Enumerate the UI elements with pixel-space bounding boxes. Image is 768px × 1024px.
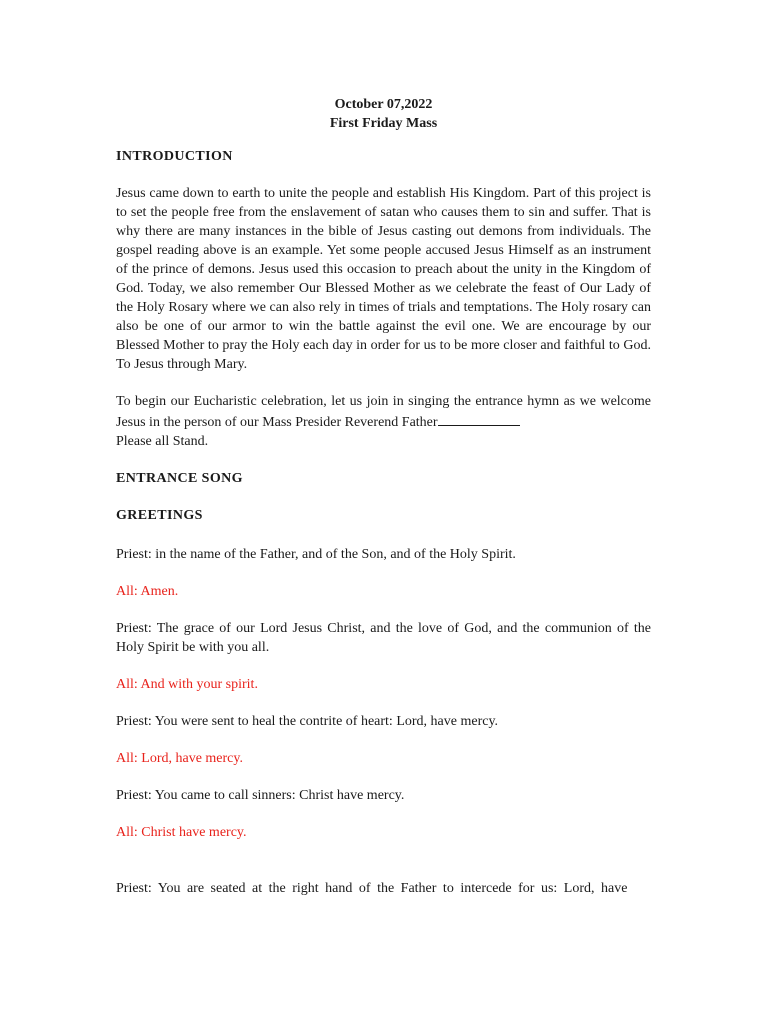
begin-paragraph xyxy=(116,392,651,432)
priest-line-4: Priest: You came to call sinners: Christ have mercy. xyxy=(116,788,405,803)
all-response-2: All: And with your spirit. xyxy=(116,677,258,692)
all-response-1: All: Amen. xyxy=(116,584,179,599)
document-date: October 07,2022 xyxy=(334,97,433,112)
document-page xyxy=(116,0,651,898)
begin-text: To begin our Eucharistic celebration, let us join in singing the entrance hymn as we welcome Jesus in the person of our Mass Presider Reverend Father xyxy=(116,394,651,430)
introduction-heading: INTRODUCTION xyxy=(116,149,233,164)
priest-line-1: Priest: in the name of the Father, and of the Son, and of the Holy Spirit. xyxy=(116,547,516,562)
priest-line-5: Priest: You are seated at the right hand of the Father to intercede for us: Lord, have xyxy=(116,881,628,896)
stand-instruction: Please all Stand. xyxy=(116,434,209,449)
greetings-heading: GREETINGS xyxy=(116,508,203,523)
document-title: First Friday Mass xyxy=(329,116,438,131)
entrance-song-heading: ENTRANCE SONG xyxy=(116,471,243,486)
priest-line-3: Priest: You were sent to heal the contrite of heart: Lord, have mercy. xyxy=(116,714,499,729)
priest-line-2: Priest: The grace of our Lord Jesus Christ, and the love of God, and the communion of the Holy Spirit be with you all. xyxy=(116,621,651,655)
all-response-3: All: Lord, have mercy. xyxy=(116,751,243,766)
introduction-paragraph: Jesus came down to earth to unite the people and establish His Kingdom. Part of this project is to set the people free from the enslavement of satan who causes them to sin and suffer. That is why there are many instances in the bible of Jesus casting out demons from individuals. The gospel reading above is an example. Yet some people accused Jesus Himself as an instrument of the prince of demons. Jesus used this occasion to preach about the unity in the Kingdom of God. Today, we also remember Our Blessed Mother as we celebrate the feast of Our Lady of the Holy Rosary where we can also rely in times of trials and temptations. The Holy rosary can also be one of our armor to win the battle against the evil one. We are encourage by our Blessed Mother to pray the Holy each day in order for us to be more closer and faithful to God. To Jesus through Mary. xyxy=(116,186,651,372)
presider-name-blank xyxy=(438,411,520,426)
all-response-4: All: Christ have mercy. xyxy=(116,825,247,840)
